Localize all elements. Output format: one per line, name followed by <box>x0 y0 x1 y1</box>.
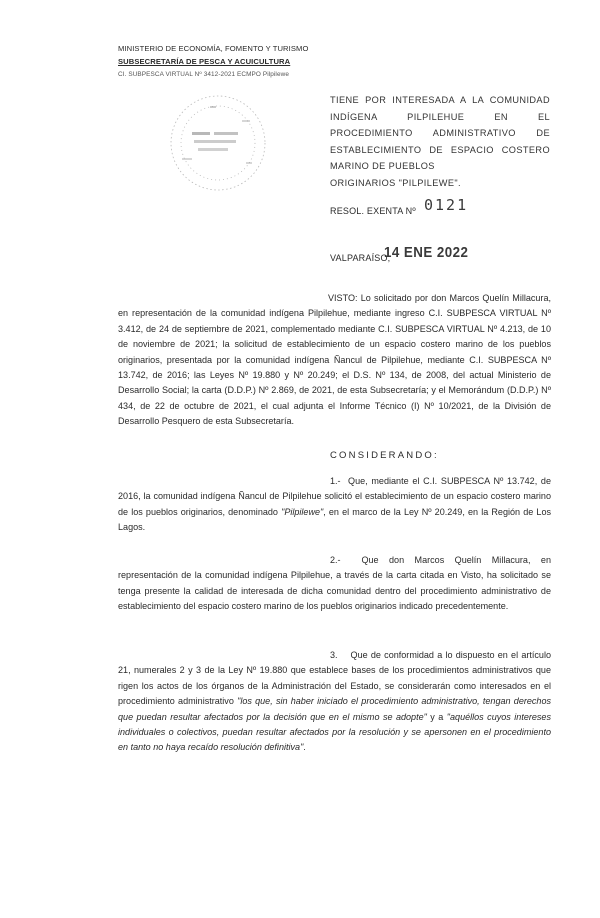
considerando-heading: CONSIDERANDO: <box>330 450 439 461</box>
visto-paragraph <box>118 291 551 430</box>
item-text: Que, mediante el C.I. SUBPESCA Nº 13.742, de 2016, la comunidad indígena Ñancul de Pilpilehue solicitó el establecimiento de un espacio costero marino de los pueblos originarios, denominado <box>118 476 551 517</box>
resolution-label: RESOL. EXENTA Nº <box>330 206 416 216</box>
considerando-item-3 <box>118 648 551 756</box>
item-italic-text-2: "aquéllos cuyos intereses individuales o colectivos, puedan resultar afectados por la resolución y se apersonen en el procedimiento en tanto no haya recaído resolución definitiva" <box>118 711 551 753</box>
ministry-name: MINISTERIO DE ECONOMÍA, FOMENTO Y TURISMO <box>118 44 309 53</box>
item-text-after: , en el marco de la Ley Nº 20.249, en la Región de Los Lagos. <box>118 506 552 533</box>
resolution-summary <box>330 92 550 191</box>
date-stamp: 14 ENE 2022 <box>384 245 469 261</box>
document-reference: CI. SUBPESCA VIRTUAL Nº 3412-2021 ECMPO Pilpilewe <box>118 71 289 78</box>
item-text: Que don Marcos Quelín Millacura, en representación de la comunidad indígena Pilpilehue, a través de la carta citada en Visto, ha solicitado se tenga presente la calidad de interesada de dicha comunidad dentro del procedimiento administrativo de establecimiento del espacio costero marino de los pueblos originarios indicado precedentemente. <box>118 555 551 612</box>
visto-label: VISTO: <box>328 293 358 303</box>
place-label: VALPARAÍSO, <box>330 253 391 263</box>
item-italic-text: "Pilpilewe" <box>281 506 324 517</box>
item-italic-text: "los que, sin haber iniciado el procedimiento administrativo, tengan derechos que puedan resultar afectados por la decisión que en el mismo se adopte" <box>118 696 552 722</box>
considerando-item-1 <box>118 474 551 536</box>
resolution-number: 0121 <box>424 196 469 214</box>
item-text-after: . <box>303 742 306 753</box>
considerando-item-2 <box>118 553 551 615</box>
item-text-mid: y a <box>426 711 447 722</box>
subsecretaria-name: SUBSECRETARÍA DE PESCA Y ACUICULTURA <box>118 57 291 66</box>
summary-text: TIENE POR INTERESADA A LA COMUNIDAD INDÍGENA PILPILEHUE EN EL PROCEDIMIENTO ADMINISTRATIVO DE ESTABLECIMIENTO DE ESPACIO COSTERO MARINO DE PUEBLOS <box>330 95 550 171</box>
item-number: 2.- <box>330 555 341 565</box>
item-text: Que de conformidad a lo dispuesto en el artículo 21, numerales 2 y 3 de la Ley Nº 19.880 que establece bases de los procedimientos administrativos que rigen los actos de los órganos de la Administración del Estado, se considerarán como interesados en el procedimiento administrativo <box>118 650 551 707</box>
item-number: 1.- <box>330 476 341 486</box>
item-number: 3. <box>330 650 338 660</box>
summary-last-line: ORIGINARIOS "PILPILEWE". <box>330 177 461 188</box>
visto-text: Lo solicitado por don Marcos Quelín Millacura, en representación de la comunidad indígena Pilpilehue, mediante ingreso C.I. SUBPESCA VIRTUAL Nº 3.412, de 24 de septiembre de 2021, complementado mediante C.I. SUBPESCA VIRTUAL Nº 4.213, de 10 de noviembre de 2021; la solicitud de establecimiento de un espacio costero marino de los pueblos originarios, presentada por la comunidad indígena Ñancul de Pilpilehue, mediante C.I. SUBPESCA Nº 13.742, de 2016; las Leyes Nº 19.880 y Nº 20.249; el D.S. Nº 134, de 2008, del actual Ministerio de Desarrollo Social; la carta (D.D.P.) Nº 2.869, de 2021, de esta Subsecretaría; y el Memorándum (D.D.P.) Nº 434, de 22 de octubre de 2021, el cual adjunta el Informe Técnico (I) Nº 10/2021, de la División de Desarrollo Pesquero de esta Subsecretaría. <box>118 293 551 427</box>
official-seal-stamp <box>162 92 274 194</box>
